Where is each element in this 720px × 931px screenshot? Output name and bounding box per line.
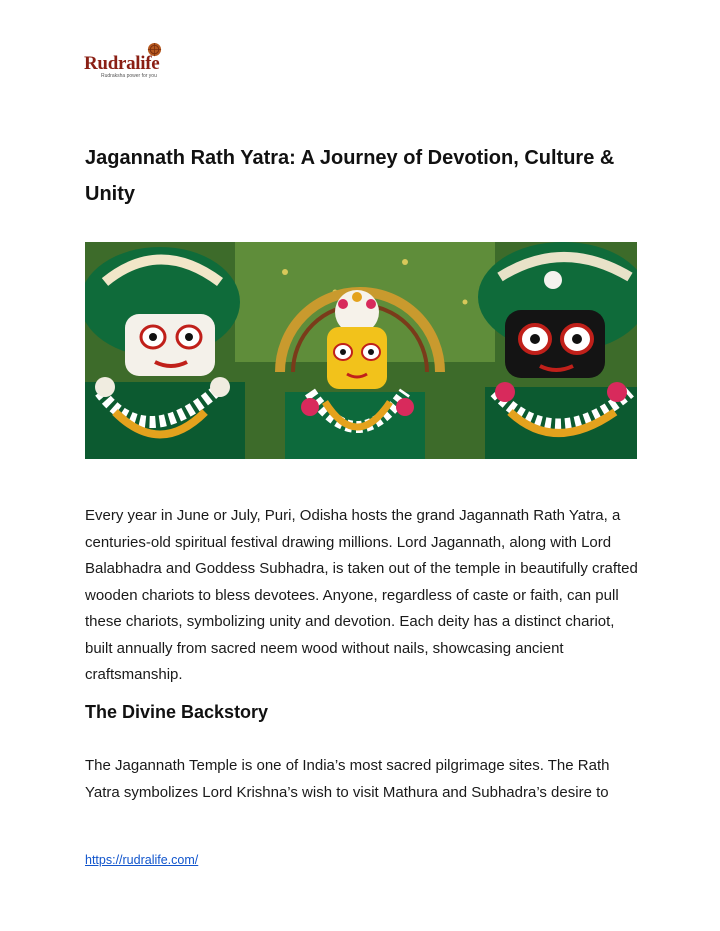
logo-tagline: Rudraksha power for you [101, 73, 157, 79]
intro-paragraph: Every year in June or July, Puri, Odisha hosts the grand Jagannath Rath Yatra, a centuries-old spiritual festival drawing millions. Lord Jagannath, along with Lord Balabhadra and Goddess Subhadra, is taken out of the temple in beautifully crafted wooden chariots to bless devotees. Anyone, regardless of caste or faith, can pull these chariots, symbolizing unity and devotion. Each deity has a distinct chariot, built annually from sacred neem wood without nails, showcasing ancient craftsmanship. [85, 507, 638, 683]
footer-link[interactable]: https://rudralife.com/ [85, 853, 199, 867]
backstory-paragraph: The Jagannath Temple is one of India’s most sacred pilgrimage sites. The Rath Yatra symbolizes Lord Krishna’s wish to visit Mathura and Subhadra’s desire to [85, 757, 610, 801]
page-title: Jagannath Rath Yatra: A Journey of Devotion, Culture & Unity [85, 147, 615, 205]
logo-wordmark: Rudralife [84, 53, 160, 74]
deities-photo [85, 242, 637, 459]
rudralife-logo[interactable] [84, 42, 184, 82]
section-heading-divine-backstory: The Divine Backstory [85, 702, 269, 722]
